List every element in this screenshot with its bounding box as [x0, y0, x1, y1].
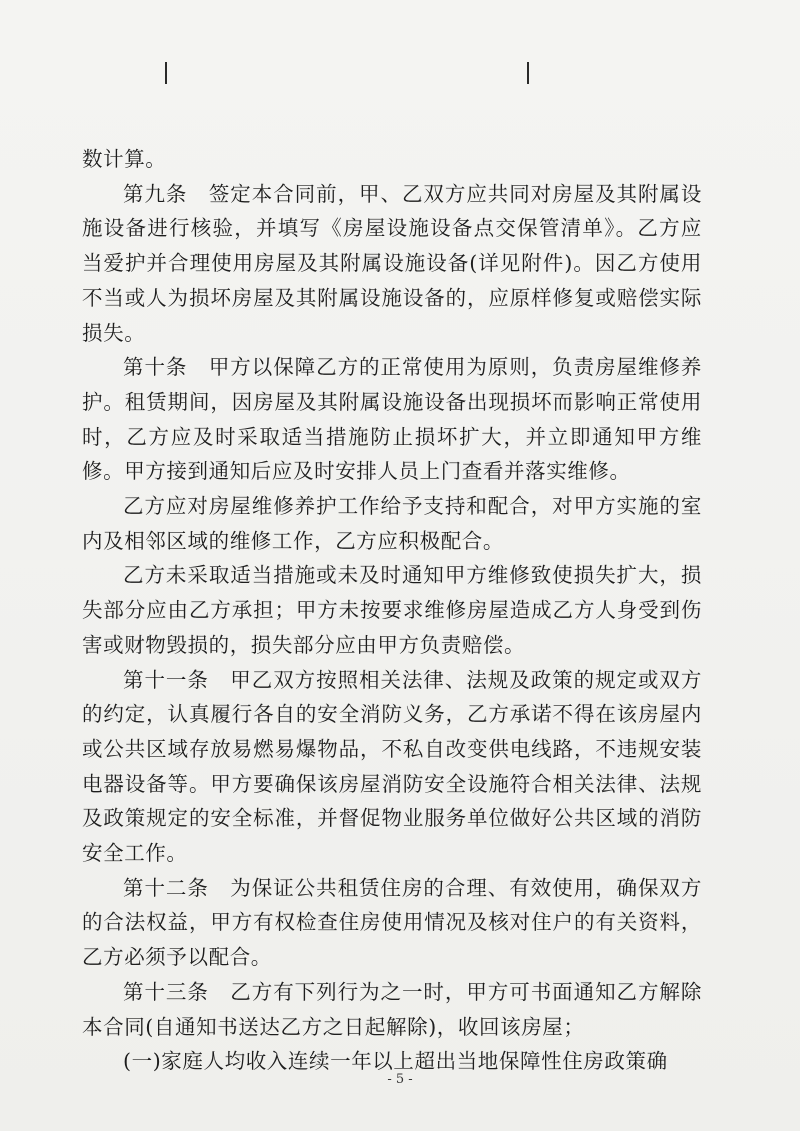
paragraph: 第十条 甲方以保障乙方的正常使用为原则，负责房屋维修养护。租赁期间，因房屋及其附属设施设备出现损坏而影响正常使用时，乙方应及时采取适当措施防止损坏扩大，并立即通知甲方维修。甲方接到通知后应及时安排人员上门查看并落实维修。: [82, 355, 702, 484]
paragraph: 第十二条 为保证公共租赁住房的合理、有效使用，确保双方的合法权益，甲方有权检查住房使用情况及核对住户的有关资料，乙方必须予以配合。: [82, 875, 702, 970]
paragraph: 乙方应对房屋维修养护工作给予支持和配合，对甲方实施的室内及相邻区域的维修工作，乙方应积极配合。: [82, 494, 702, 553]
paragraph: (一)家庭人均收入连续一年以上超出当地保障性住房政策确: [123, 1049, 668, 1074]
paragraph: 数计算。: [82, 147, 167, 171]
paragraph: 乙方未采取适当措施或未及时通知甲方维修致使损失扩大，损失部分应由乙方承担；甲方未按要求维修房屋造成乙方人身受到伤害或财物毁损的，损失部分应由甲方负责赔偿。: [82, 563, 702, 657]
page-number: - 5 -: [387, 1072, 413, 1087]
binding-mark-right: [527, 62, 529, 84]
binding-mark-left: [165, 62, 167, 84]
document-body: [82, 142, 702, 1079]
paragraph: 第十一条 甲乙双方按照相关法律、法规及政策的规定或双方的约定，认真履行各自的安全消防义务，乙方承诺不得在该房屋内或公共区域存放易燃易爆物品，不私自改变供电线路，不违规安装电器设备等。甲方要确保该房屋消防安全设施符合相关法律、法规及政策规定的安全标准，并督促物业服务单位做好公共区域的消防安全工作。: [82, 667, 702, 866]
paragraph: 第十三条 乙方有下列行为之一时，甲方可书面通知乙方解除本合同(自通知书送达乙方之日起解除)，收回该房屋；: [82, 979, 702, 1039]
paragraph: 第九条 签定本合同前，甲、乙双方应共同对房屋及其附属设施设备进行核验，并填写《房屋设施设备点交保管清单》。乙方应当爱护并合理使用房屋及其附属设施设备(详见附件)。因乙方使用不当或人为损坏房屋及其附属设施设备的，应原样修复或赔偿实际损失。: [82, 181, 702, 345]
